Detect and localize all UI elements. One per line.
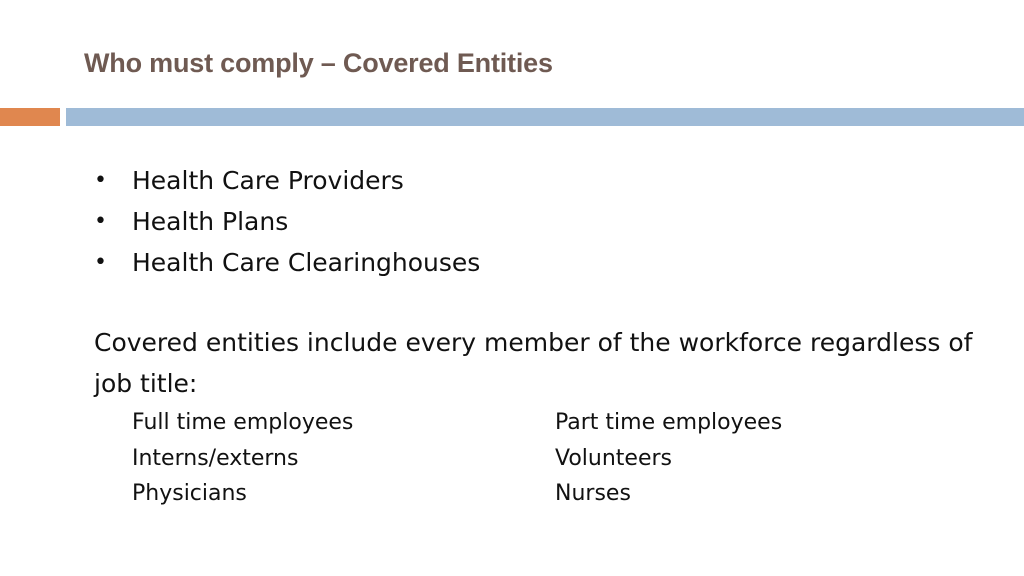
role-item: Volunteers (555, 445, 673, 471)
bullet-item (94, 242, 480, 283)
entity-bullet-list (94, 160, 480, 283)
bullet-dot-icon: • (94, 209, 107, 234)
bullet-text: Health Care Providers (132, 166, 404, 195)
bullet-dot-icon: • (94, 168, 107, 193)
title-accent-bar-blue (66, 108, 1024, 126)
workforce-paragraph: Covered entities include every member of the workforce regardless of job title: (94, 328, 973, 398)
bullet-text: Health Care Clearinghouses (132, 248, 481, 277)
role-item: Physicians (132, 481, 247, 506)
role-item: Interns/externs (132, 445, 299, 471)
role-item: Part time employees (555, 410, 783, 435)
bullet-item (94, 201, 480, 242)
bullet-text: Health Plans (132, 207, 289, 236)
workforce-roles-grid (132, 405, 892, 512)
role-item: Full time employees (132, 410, 354, 435)
bullet-item (94, 160, 480, 201)
title-accent-bar-orange (0, 108, 60, 126)
bullet-dot-icon: • (94, 250, 107, 275)
slide-title: Who must comply – Covered Entities (84, 48, 553, 78)
role-item: Nurses (555, 481, 631, 506)
